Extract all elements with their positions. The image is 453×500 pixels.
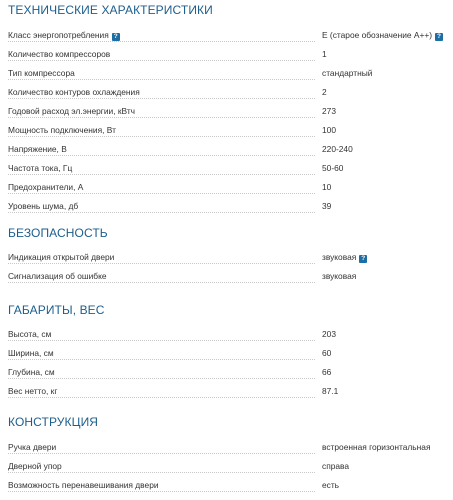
spec-label: Годовой расход эл.энергии, кВтч [8,106,136,116]
spec-row-door-handle [8,441,445,457]
spec-label: Возможность перенавешивания двери [8,480,159,490]
spec-value: 50-60 [322,163,344,173]
spec-value: стандартный [322,68,373,78]
spec-row-door-stop [8,460,445,476]
spec-value: есть [322,480,340,490]
dotted-divider [8,378,315,379]
dotted-divider [8,212,315,213]
spec-label: Предохранители, А [8,182,84,192]
dotted-divider [8,136,315,137]
dotted-divider [8,60,315,61]
dotted-divider [8,155,315,156]
dotted-divider [8,282,315,283]
spec-value: встроенная горизонтальная [322,442,431,452]
spec-value: 60 [322,348,332,358]
spec-label: Частота тока, Гц [8,163,73,173]
spec-label: Уровень шума, дб [8,201,79,211]
section-title-technical: ТЕХНИЧЕСКИЕ ХАРАКТЕРИСТИКИ [8,3,213,17]
spec-value: 1 [322,49,327,59]
help-icon[interactable]: ? [359,255,367,263]
dotted-divider [8,79,315,80]
spec-label: Ширина, см [8,348,54,358]
spec-row-error-alarm [8,270,445,286]
dotted-divider [8,491,315,492]
spec-value: 273 [322,106,336,116]
spec-row-net-weight [8,385,445,401]
spec-label: Количество компрессоров [8,49,111,59]
spec-value: 2 [322,87,327,97]
spec-label: Глубина, см [8,367,55,377]
spec-label: Высота, см [8,329,52,339]
dotted-divider [8,340,315,341]
spec-row-power [8,124,445,140]
spec-label: Напряжение, В [8,144,67,154]
help-icon[interactable]: ? [112,33,120,41]
dotted-divider [8,472,315,473]
spec-value: 39 [322,201,332,211]
spec-row-depth [8,366,445,382]
spec-row-compressor-count [8,48,445,64]
dotted-divider [8,41,315,42]
spec-value: 66 [322,367,332,377]
spec-row-width [8,347,445,363]
dotted-divider [8,397,315,398]
dotted-divider [8,359,315,360]
spec-row-fuses [8,181,445,197]
spec-row-door-open-indicator [8,251,445,267]
spec-row-annual-consumption [8,105,445,121]
spec-label: Индикация открытой двери [8,252,115,262]
help-icon[interactable]: ? [435,33,443,41]
spec-value: 87.1 [322,386,339,396]
spec-value: звуковая ? [322,251,367,263]
spec-value: E (старое обозначение A++) ? [322,29,443,41]
spec-row-cooling-circuits [8,86,445,102]
spec-label: Дверной упор [8,461,62,471]
section-title-dimensions: ГАБАРИТЫ, ВЕС [8,303,105,317]
spec-label: Ручка двери [8,442,57,452]
spec-row-frequency [8,162,445,178]
dotted-divider [8,263,315,264]
spec-value: 203 [322,329,336,339]
spec-label: Сигнализация об ошибке [8,271,107,281]
spec-label: Мощность подключения, Вт [8,125,116,135]
dotted-divider [8,117,315,118]
spec-row-voltage [8,143,445,159]
spec-label: Класс энергопотребления ? [8,29,120,41]
spec-label: Тип компрессора [8,68,75,78]
spec-value: 100 [322,125,336,135]
spec-value: 10 [322,182,332,192]
spec-label: Количество контуров охлаждения [8,87,140,97]
spec-row-height [8,328,445,344]
dotted-divider [8,174,315,175]
section-title-construction: КОНСТРУКЦИЯ [8,415,99,429]
dotted-divider [8,98,315,99]
section-title-safety: БЕЗОПАСНОСТЬ [8,226,108,240]
dotted-divider [8,193,315,194]
spec-label: Вес нетто, кг [8,386,58,396]
spec-value: справа [322,461,350,471]
spec-value: 220-240 [322,144,353,154]
spec-row-compressor-type [8,67,445,83]
spec-row-energy-class [8,29,445,45]
dotted-divider [8,453,315,454]
spec-row-noise [8,200,445,216]
spec-row-door-reversible [8,479,445,495]
spec-value: звуковая [322,271,357,281]
